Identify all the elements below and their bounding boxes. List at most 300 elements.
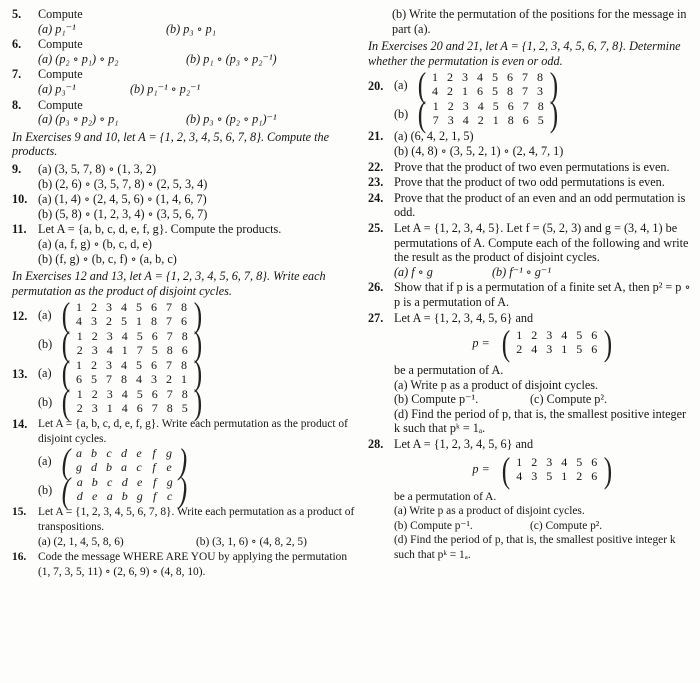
bottom-row xyxy=(428,85,548,99)
matrix-entry: e xyxy=(166,460,172,475)
exercise-number: 21. xyxy=(368,129,384,144)
matrix-entry: e xyxy=(137,475,143,490)
matrix-body xyxy=(72,301,192,329)
matrix-entry: 2 xyxy=(91,358,98,373)
instructions-12-13: In Exercises 12 and 13, let A = {1, 2, 3, 4, 5, 6, 7, 8}. Write each permutation as the product of disjoint cycles. xyxy=(12,269,326,298)
matrix-entry: 5 xyxy=(136,387,143,402)
exercise-title: Let A = {1, 2, 3, 4, 5, 6} and xyxy=(394,437,534,452)
permutation-matrix xyxy=(500,449,614,490)
left-column xyxy=(12,7,358,580)
matrix-entry: 2 xyxy=(166,372,173,387)
right-paren: ) xyxy=(603,323,612,364)
matrix-entry: g xyxy=(76,460,83,475)
matrix-entry: 5 xyxy=(181,401,188,416)
matrix-entry: c xyxy=(106,446,112,461)
instructions-9-10: In Exercises 9 and 10, let A = {1, 2, 3, 4, 5, 6, 7, 8}. Compute the products. xyxy=(12,129,329,159)
exercise-number: 7. xyxy=(12,67,22,82)
matrix-entry: f xyxy=(152,446,156,461)
matrix-entry: f xyxy=(153,475,157,490)
matrix-entry: 7 xyxy=(136,343,143,358)
part-b-label: (b) xyxy=(38,336,53,351)
p-equals: p = xyxy=(472,335,490,350)
matrix-entry: 4 xyxy=(121,387,128,402)
matrix-entry: 3 xyxy=(106,358,113,373)
matrix-entry: 4 xyxy=(462,113,469,128)
exercise-number: 10. xyxy=(12,192,28,207)
matrix-entry: g xyxy=(136,489,143,504)
matrix-entry: e xyxy=(92,489,98,504)
exercise-number: 13. xyxy=(12,367,28,382)
matrix-entry: 5 xyxy=(151,343,158,358)
matrix-entry: 3 xyxy=(91,401,98,416)
part-a: (a) Write p as a product of disjoint cycles. xyxy=(394,377,599,392)
exercise-8 xyxy=(12,98,358,127)
exercise-number: 26. xyxy=(368,280,384,295)
permutation-matrix xyxy=(60,441,189,482)
matrix-entry: 1 xyxy=(492,113,499,128)
part-d: (d) Find the period of p, that is, the smallest positive integer k such that pᵏ = 1ₐ. xyxy=(394,406,687,436)
matrix-entry: d xyxy=(76,489,83,504)
matrix-entry: b xyxy=(91,446,98,461)
matrix-entry: f xyxy=(152,460,156,475)
matrix-entry: 3 xyxy=(462,99,469,114)
matrix-entry: 6 xyxy=(507,99,514,114)
exercise-number: 9. xyxy=(12,161,22,176)
part-d: (d) Find the period of p, that is, the smallest positive integer k such that pᵏ = 1ₐ. xyxy=(394,534,676,562)
right-paren: ) xyxy=(178,441,187,482)
permutation-matrix xyxy=(60,295,204,336)
matrix-entry: 3 xyxy=(537,84,544,99)
bottom-row xyxy=(512,343,602,357)
matrix-entry: 3 xyxy=(546,342,553,357)
bottom-row xyxy=(72,490,177,504)
exercise-title: Let A = {1, 2, 3, 4, 5, 6, 7, 8}. Write each permutation as a product of transpositions. xyxy=(38,506,355,534)
exercise-title: Prove that the product of two odd permutations is even. xyxy=(394,175,665,190)
part-a-label: (a) xyxy=(394,78,408,93)
part-b: (b) p₁ ∘ (p₃ ∘ p₂⁻¹) xyxy=(186,51,277,66)
matrix-entry: 6 xyxy=(591,342,598,357)
matrix-entry: g xyxy=(166,475,173,490)
matrix-entry: 2 xyxy=(516,342,523,357)
matrix-entry: 6 xyxy=(507,70,514,85)
matrix-body xyxy=(512,329,602,357)
matrix-entry: 2 xyxy=(91,329,98,344)
matrix-entry: 2 xyxy=(531,454,538,469)
matrix-entry: e xyxy=(136,446,142,461)
bottom-row xyxy=(72,402,192,416)
top-row xyxy=(72,388,192,402)
matrix-entry: 6 xyxy=(76,372,83,387)
left-paren: ( xyxy=(62,470,71,511)
permutation-matrix xyxy=(416,94,560,135)
matrix-body xyxy=(428,71,548,99)
matrix-entry: 6 xyxy=(181,343,188,358)
matrix-entry: 2 xyxy=(447,70,454,85)
matrix-entry: 7 xyxy=(166,314,173,329)
part-a: (a) (1, 4) ∘ (2, 4, 5, 6) ∘ (1, 4, 6, 7) xyxy=(38,192,207,207)
permutation-matrix xyxy=(416,65,560,106)
part-a: (a) (p₃ ∘ p₂) ∘ p₁ xyxy=(38,112,119,127)
matrix-body xyxy=(72,447,177,475)
left-paren: ( xyxy=(417,65,426,106)
matrix-entry: 1 xyxy=(76,329,83,344)
right-paren: ) xyxy=(549,65,558,106)
exercise-6 xyxy=(12,37,358,66)
matrix-entry: 4 xyxy=(121,358,128,373)
matrix-entry: 4 xyxy=(76,314,83,329)
matrix-entry: a xyxy=(76,475,83,490)
matrix-entry: 8 xyxy=(166,343,173,358)
matrix-entry: 3 xyxy=(447,113,454,128)
matrix-entry: 3 xyxy=(546,328,553,343)
left-paren: ( xyxy=(501,449,510,490)
matrix-entry: 7 xyxy=(522,84,529,99)
p-equals: p = xyxy=(472,462,490,477)
matrix-entry: 4 xyxy=(432,84,439,99)
matrix-entry: 1 xyxy=(76,387,83,402)
exercise-22 xyxy=(368,160,694,175)
matrix-entry: 6 xyxy=(591,454,598,469)
matrix-entry: 2 xyxy=(91,300,98,315)
bottom-row xyxy=(72,344,192,358)
matrix-entry: 8 xyxy=(181,300,188,315)
matrix-entry: 7 xyxy=(522,70,529,85)
matrix-entry: 3 xyxy=(531,468,538,483)
exercise-title: Prove that the product of an even and an odd permutation is odd. xyxy=(394,190,686,220)
matrix-entry: 6 xyxy=(522,113,529,128)
right-paren: ) xyxy=(193,295,202,336)
top-row xyxy=(72,330,192,344)
left-paren: ( xyxy=(501,323,510,364)
matrix-entry: 7 xyxy=(166,300,173,315)
matrix-entry: 3 xyxy=(462,70,469,85)
exercise-24 xyxy=(368,191,694,220)
part-b: (b) (f, g) ∘ (b, c, f) ∘ (a, b, c) xyxy=(38,251,177,266)
matrix-entry: a xyxy=(106,489,113,504)
matrix-body xyxy=(72,330,192,358)
matrix-entry: 6 xyxy=(591,328,598,343)
matrix-entry: 5 xyxy=(492,84,499,99)
matrix-entry: b xyxy=(106,460,113,475)
part-a: (a) Write p as a product of disjoint cycles. xyxy=(394,505,585,518)
matrix-entry: a xyxy=(121,460,128,475)
matrix-entry: 5 xyxy=(546,468,553,483)
exercise-title: Compute xyxy=(38,37,83,52)
matrix-body xyxy=(512,456,602,484)
exercise-title: Let A = {1, 2, 3, 4, 5}. Let f = (5, 2, 3) and g = (3, 4, 1) be permutations of A. Compute each of the following and write the result as the product of disjoint cycles. xyxy=(394,220,689,265)
part-a: (a) p₃⁻¹ xyxy=(38,81,76,96)
part-b-label: (b) xyxy=(38,483,53,498)
matrix-body xyxy=(72,359,192,387)
top-row xyxy=(428,71,548,85)
matrix-entry: 2 xyxy=(531,328,538,343)
matrix-entry: 8 xyxy=(537,99,544,114)
exercise-25 xyxy=(368,221,694,279)
matrix-entry: d xyxy=(91,460,98,475)
bottom-row xyxy=(72,373,192,387)
part-a: (a) (p₂ ∘ p₁) ∘ p₂ xyxy=(38,51,119,66)
matrix-entry: 4 xyxy=(121,401,128,416)
exercise-number: 8. xyxy=(12,97,22,112)
permutation-matrix xyxy=(60,470,189,511)
matrix-entry: 1 xyxy=(516,328,523,343)
matrix-entry: 2 xyxy=(447,99,454,114)
matrix-entry: 7 xyxy=(151,401,158,416)
matrix-entry: 2 xyxy=(76,343,83,358)
matrix-entry: f xyxy=(153,489,157,504)
matrix-entry: 2 xyxy=(91,387,98,402)
matrix-entry: 7 xyxy=(432,113,439,128)
permutation-statement: be a permutation of A. xyxy=(394,490,497,503)
matrix-entry: 6 xyxy=(151,358,158,373)
matrix-entry: 8 xyxy=(181,358,188,373)
part-b: (b) Compute p⁻¹. xyxy=(394,519,473,532)
matrix-entry: 4 xyxy=(121,300,128,315)
top-row xyxy=(72,447,177,461)
exercise-number: 20. xyxy=(368,79,384,94)
matrix-entry: 4 xyxy=(561,328,568,343)
matrix-entry: c xyxy=(136,460,142,475)
exercise-13 xyxy=(12,353,358,423)
matrix-entry: 1 xyxy=(106,401,113,416)
left-paren: ( xyxy=(62,382,71,423)
matrix-entry: 8 xyxy=(537,70,544,85)
bottom-row xyxy=(428,114,548,128)
exercise-21 xyxy=(368,129,694,158)
exercise-number: 24. xyxy=(368,190,384,205)
part-b-label: (b) xyxy=(394,107,409,122)
part-a: (a) f ∘ g xyxy=(394,264,433,279)
part-c: (c) Compute p². xyxy=(530,519,603,532)
matrix-entry: 4 xyxy=(531,342,538,357)
matrix-entry: 6 xyxy=(151,387,158,402)
matrix-entry: 3 xyxy=(106,329,113,344)
exercise-number: 14. xyxy=(12,417,28,432)
top-row xyxy=(428,100,548,114)
matrix-entry: 8 xyxy=(181,387,188,402)
matrix-entry: 1 xyxy=(516,454,523,469)
matrix-entry: 5 xyxy=(121,314,128,329)
left-paren: ( xyxy=(62,324,71,365)
exercise-9 xyxy=(12,162,358,191)
matrix-body xyxy=(72,476,177,504)
exercise-15 xyxy=(12,505,358,549)
exercise-5 xyxy=(12,7,358,36)
matrix-entry: 8 xyxy=(507,113,514,128)
matrix-entry: 4 xyxy=(121,329,128,344)
matrix-entry: 6 xyxy=(136,401,143,416)
matrix-entry: c xyxy=(107,475,113,490)
matrix-entry: 1 xyxy=(432,99,439,114)
matrix-entry: 8 xyxy=(166,401,173,416)
permutation-matrix xyxy=(60,382,204,423)
matrix-entry: 5 xyxy=(136,358,143,373)
part-b: (b) f⁻¹ ∘ g⁻¹ xyxy=(492,264,551,279)
matrix-entry: 2 xyxy=(477,113,484,128)
exercise-26 xyxy=(368,280,694,309)
exercise-27 xyxy=(368,311,694,437)
matrix-entry: g xyxy=(166,446,173,461)
exercise-28 xyxy=(368,437,694,563)
right-paren: ) xyxy=(194,382,203,423)
part-a: (a) (6, 4, 2, 1, 5) xyxy=(394,129,474,144)
part-b: (b) p₃ ∘ (p₂ ∘ p₁)⁻¹ xyxy=(186,112,277,127)
permutation-matrix xyxy=(60,353,204,394)
part-a: (a) p₁⁻¹ xyxy=(38,21,76,36)
part-b: (b) p₃ ∘ p₁ xyxy=(166,21,216,36)
part-b: (b) (4, 8) ∘ (3, 5, 2, 1) ∘ (2, 4, 7, 1) xyxy=(394,143,564,158)
exercise-title: Let A = {a, b, c, d, e, f, g}. Write each permutation as the product of disjoint cycles. xyxy=(38,418,348,445)
exercise-16b xyxy=(368,7,694,36)
exercise-7 xyxy=(12,67,358,96)
part-a: (a) (a, f, g) ∘ (b, c, d, e) xyxy=(38,236,152,251)
matrix-entry: d xyxy=(121,475,128,490)
matrix-entry: 7 xyxy=(166,358,173,373)
instructions-20-21: In Exercises 20 and 21, let A = {1, 2, 3, 4, 5, 6, 7, 8}. Determine whether the permutation is even or odd. xyxy=(368,39,681,68)
matrix-entry: 4 xyxy=(516,468,523,483)
matrix-entry: 4 xyxy=(136,372,143,387)
matrix-entry: 5 xyxy=(136,329,143,344)
matrix-entry: 4 xyxy=(106,343,113,358)
matrix-entry: 5 xyxy=(492,99,499,114)
matrix-entry: 1 xyxy=(432,70,439,85)
matrix-entry: 1 xyxy=(76,358,83,373)
exercise-number: 23. xyxy=(368,175,384,190)
part-b-label: (b) xyxy=(38,394,53,409)
exercise-number: 28. xyxy=(368,437,384,452)
part-b: (b) (2, 6) ∘ (3, 5, 7, 8) ∘ (2, 5, 3, 4) xyxy=(38,176,208,191)
matrix-entry: 3 xyxy=(546,454,553,469)
bottom-row xyxy=(512,470,602,484)
matrix-entry: 5 xyxy=(492,70,499,85)
left-paren: ( xyxy=(61,295,70,336)
exercise-16 xyxy=(12,550,358,579)
matrix-body xyxy=(72,388,192,416)
part-b: (b) Write the permutation of the positions for the message in part (a). xyxy=(392,7,687,36)
bottom-row xyxy=(72,315,192,329)
matrix-entry: 8 xyxy=(121,372,128,387)
part-a-label: (a) xyxy=(38,454,52,469)
exercise-20 xyxy=(368,65,694,135)
matrix-entry: 1 xyxy=(121,343,128,358)
matrix-entry: b xyxy=(91,475,98,490)
exercise-title: Compute xyxy=(38,97,83,112)
permutation-matrix xyxy=(60,324,204,365)
right-paren: ) xyxy=(603,449,612,490)
exercise-title: Let A = {a, b, c, d, e, f, g}. Compute the products. xyxy=(38,222,282,237)
left-paren: ( xyxy=(418,94,427,135)
exercise-10 xyxy=(12,192,358,221)
matrix-entry: 5 xyxy=(91,372,98,387)
matrix-entry: a xyxy=(76,446,83,461)
matrix-entry: 6 xyxy=(477,84,484,99)
exercise-number: 25. xyxy=(368,220,384,235)
top-row xyxy=(512,456,602,470)
exercise-11 xyxy=(12,222,358,266)
matrix-entry: b xyxy=(121,489,128,504)
exercise-number: 15. xyxy=(12,506,27,519)
matrix-entry: 1 xyxy=(181,372,188,387)
exercise-number: 6. xyxy=(12,37,22,52)
top-row xyxy=(72,301,192,315)
top-row xyxy=(512,329,602,343)
part-a: (a) (3, 5, 7, 8) ∘ (1, 3, 2) xyxy=(38,161,157,176)
matrix-entry: 7 xyxy=(106,372,113,387)
matrix-entry: 5 xyxy=(576,328,583,343)
matrix-entry: 1 xyxy=(462,84,469,99)
matrix-entry: 3 xyxy=(151,372,158,387)
exercise-number: 16. xyxy=(12,551,27,564)
right-column xyxy=(368,7,694,564)
permutation-statement: be a permutation of A. xyxy=(394,363,504,378)
matrix-entry: d xyxy=(121,446,128,461)
exercise-title: Compute xyxy=(38,67,83,82)
matrix-entry: 2 xyxy=(76,401,83,416)
matrix-entry: 3 xyxy=(91,343,98,358)
exercise-12 xyxy=(12,295,358,365)
matrix-entry: 2 xyxy=(447,84,454,99)
matrix-entry: 8 xyxy=(151,314,158,329)
exercise-number: 11. xyxy=(12,222,27,237)
matrix-body xyxy=(428,100,548,128)
matrix-entry: 6 xyxy=(181,314,188,329)
right-paren: ) xyxy=(193,353,202,394)
exercise-23 xyxy=(368,175,694,190)
matrix-entry: 1 xyxy=(136,314,143,329)
left-paren: ( xyxy=(61,353,70,394)
matrix-entry: 8 xyxy=(507,84,514,99)
exercise-14 xyxy=(12,417,358,511)
matrix-entry: 4 xyxy=(561,454,568,469)
right-paren: ) xyxy=(194,324,203,365)
exercise-number: 12. xyxy=(12,309,28,324)
matrix-entry: 6 xyxy=(591,468,598,483)
matrix-entry: 3 xyxy=(106,387,113,402)
bottom-row xyxy=(72,461,177,475)
matrix-entry: 4 xyxy=(477,99,484,114)
exercise-number: 27. xyxy=(368,310,384,325)
matrix-entry: 6 xyxy=(151,300,158,315)
top-row xyxy=(72,476,177,490)
matrix-entry: 5 xyxy=(576,342,583,357)
matrix-entry: 4 xyxy=(477,70,484,85)
matrix-entry: 7 xyxy=(166,329,173,344)
part-a-label: (a) xyxy=(38,307,52,322)
matrix-entry: 7 xyxy=(166,387,173,402)
exercise-title: Compute xyxy=(38,7,83,21)
left-paren: ( xyxy=(61,441,70,482)
matrix-entry: 2 xyxy=(106,314,113,329)
exercise-title: Code the message WHERE ARE YOU by applying the permutation (1, 7, 3, 5, 11) ∘ (2, 6, 9) ∘ (4, 8, 10). xyxy=(38,551,348,578)
matrix-entry: c xyxy=(167,489,173,504)
matrix-entry: 2 xyxy=(576,468,583,483)
matrix-entry: 3 xyxy=(91,314,98,329)
part-b: (b) p₁⁻¹ ∘ p₂⁻¹ xyxy=(130,81,201,96)
part-b: (b) (3, 1, 6) ∘ (4, 8, 2, 5) xyxy=(196,535,307,548)
part-b: (b) (5, 8) ∘ (1, 2, 3, 4) ∘ (3, 5, 6, 7) xyxy=(38,206,208,221)
right-paren: ) xyxy=(179,470,188,511)
exercise-number: 5. xyxy=(12,7,22,21)
matrix-entry: 6 xyxy=(151,329,158,344)
exercise-number: 22. xyxy=(368,159,384,174)
exercise-title: Let A = {1, 2, 3, 4, 5, 6} and xyxy=(394,310,534,325)
matrix-entry: 3 xyxy=(106,300,113,315)
part-a: (a) (2, 1, 4, 5, 8, 6) xyxy=(38,535,124,548)
matrix-entry: 5 xyxy=(576,454,583,469)
matrix-entry: 5 xyxy=(136,300,143,315)
matrix-entry: 1 xyxy=(76,300,83,315)
matrix-entry: 1 xyxy=(561,468,568,483)
